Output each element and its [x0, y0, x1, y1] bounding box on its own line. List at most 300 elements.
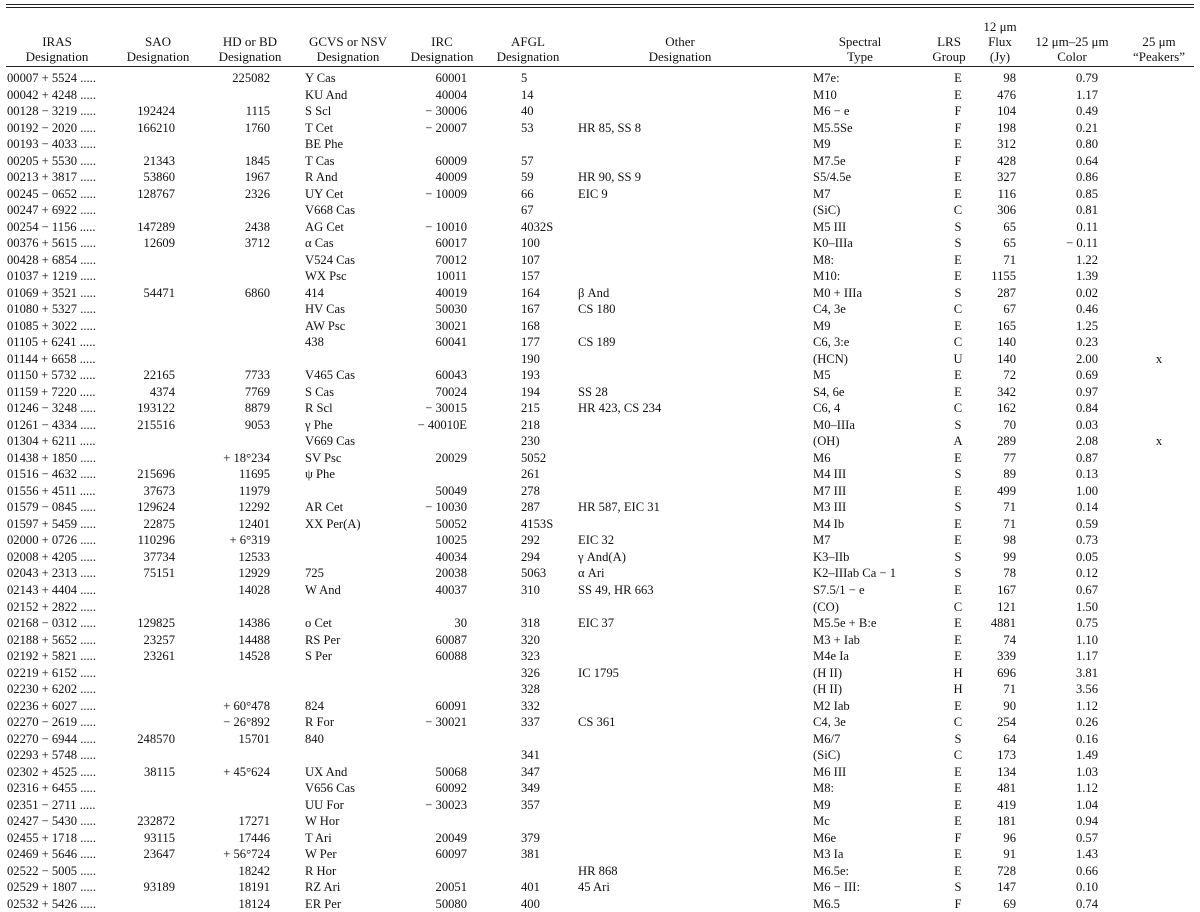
cell-color: 1.49: [1075, 748, 1098, 763]
cell-afgl-designation: 379: [521, 830, 540, 845]
table-row: [0, 219, 1200, 236]
header-afgl: AFGL Designation: [496, 34, 560, 64]
cell-afgl-designation: 328: [521, 682, 540, 697]
cell-gcvs-nsv-designation: W And: [305, 582, 341, 597]
cell-irc-designation: 60091: [435, 698, 467, 713]
cell-color: 1.25: [1075, 318, 1098, 333]
cell-sao-designation: 129825: [137, 616, 175, 631]
cell-irc-designation: 40009: [435, 170, 467, 185]
cell-other-designation: HR 868: [578, 863, 618, 878]
cell-flux: 121: [997, 599, 1016, 614]
cell-hd-bd-designation: 7769: [244, 384, 270, 399]
cell-spectral-type: (CO): [813, 599, 839, 614]
table-row: [0, 896, 1200, 912]
cell-flux: 499: [997, 483, 1016, 498]
table-row: [0, 252, 1200, 269]
table-row: [0, 830, 1200, 847]
cell-irc-designation: 30: [454, 616, 467, 631]
cell-flux: 89: [1003, 467, 1016, 482]
cell-spectral-type: M6: [813, 450, 831, 465]
cell-gcvs-nsv-designation: KU And: [305, 87, 348, 102]
cell-gcvs-nsv-designation: V465 Cas: [305, 368, 356, 383]
cell-color: 0.16: [1075, 731, 1098, 746]
cell-peaker: x: [1155, 351, 1163, 366]
cell-other-designation: CS 361: [578, 715, 616, 730]
cell-flux: 104: [997, 104, 1016, 119]
cell-sao-designation: 193122: [137, 401, 175, 416]
header-gcvs: GCVS or NSV Designation: [308, 34, 387, 64]
cell-hd-bd-designation: 14028: [238, 582, 270, 597]
cell-hd-bd-designation: 2438: [244, 219, 270, 234]
cell-irc-designation: 50068: [435, 764, 467, 779]
cell-spectral-type: M7: [813, 186, 831, 201]
cell-irc-designation: 40019: [435, 285, 467, 300]
cell-iras-designation: 01597 + 5459 .....: [7, 516, 96, 531]
cell-flux: 91: [1003, 847, 1016, 862]
cell-flux: 339: [997, 649, 1016, 664]
cell-gcvs-nsv-designation: T Cet: [305, 120, 334, 135]
cell-gcvs-nsv-designation: T Ari: [305, 830, 332, 845]
cell-iras-designation: 02192 + 5821 .....: [7, 649, 96, 664]
cell-gcvs-nsv-designation: R For: [305, 715, 335, 730]
cell-other-designation: 45 Ari: [578, 880, 610, 895]
cell-gcvs-nsv-designation: RZ Ari: [305, 880, 341, 895]
cell-lrs-group: H: [953, 682, 963, 697]
cell-color: 1.43: [1075, 847, 1098, 862]
cell-spectral-type: M0 + IIIa: [813, 285, 863, 300]
cell-flux: 4881: [990, 616, 1016, 631]
cell-flux: 162: [997, 401, 1016, 416]
cell-sao-designation: 192424: [137, 104, 175, 119]
cell-iras-designation: 02351 − 2711 .....: [7, 797, 96, 812]
cell-afgl-designation: 164: [521, 285, 540, 300]
cell-lrs-group: S: [954, 880, 962, 895]
cell-gcvs-nsv-designation: BE Phe: [305, 137, 344, 152]
cell-lrs-group: E: [954, 764, 962, 779]
cell-color: − 0.11: [1066, 236, 1098, 251]
cell-color: 0.94: [1075, 814, 1098, 829]
cell-spectral-type: M4 III: [813, 467, 847, 482]
cell-iras-designation: 02529 + 1807 .....: [7, 880, 96, 895]
cell-hd-bd-designation: − 26°892: [223, 715, 270, 730]
cell-gcvs-nsv-designation: AW Psc: [305, 318, 346, 333]
cell-sao-designation: 232872: [137, 814, 175, 829]
cell-iras-designation: 00192 − 2020 .....: [7, 120, 96, 135]
cell-iras-designation: 01105 + 6241 .....: [7, 335, 96, 350]
cell-iras-designation: 02316 + 6455 .....: [7, 781, 96, 796]
cell-gcvs-nsv-designation: R Scl: [305, 401, 333, 416]
table-row: [0, 813, 1200, 830]
cell-flux: 77: [1003, 450, 1016, 465]
cell-flux: 71: [1003, 682, 1016, 697]
cell-flux: 96: [1003, 830, 1016, 845]
cell-sao-designation: 23647: [143, 847, 175, 862]
cell-hd-bd-designation: 2326: [244, 186, 270, 201]
cell-color: 1.03: [1075, 764, 1098, 779]
cell-color: 0.67: [1075, 582, 1098, 597]
cell-spectral-type: M6.5e:: [813, 863, 850, 878]
cell-color: 0.69: [1075, 368, 1098, 383]
cell-color: 2.08: [1075, 434, 1098, 449]
cell-color: 0.80: [1075, 137, 1098, 152]
cell-iras-designation: 00193 − 4033 .....: [7, 137, 96, 152]
cell-afgl-designation: 332: [521, 698, 540, 713]
cell-gcvs-nsv-designation: ψ Phe: [305, 467, 335, 482]
cell-flux: 181: [997, 814, 1016, 829]
cell-spectral-type: M5.5e + B:e: [813, 616, 877, 631]
cell-lrs-group: F: [954, 153, 962, 168]
cell-sao-designation: 147289: [137, 219, 175, 234]
cell-lrs-group: E: [954, 649, 962, 664]
cell-afgl-designation: 337: [521, 715, 540, 730]
cell-irc-designation: − 40010E: [417, 417, 467, 432]
cell-spectral-type: M5: [813, 368, 831, 383]
cell-irc-designation: 10025: [435, 533, 467, 548]
cell-flux: 198: [997, 120, 1016, 135]
cell-hd-bd-designation: 12533: [238, 549, 270, 564]
cell-sao-designation: 53860: [143, 170, 175, 185]
cell-afgl-designation: 215: [521, 401, 540, 416]
cell-hd-bd-designation: 8879: [244, 401, 270, 416]
cell-afgl-designation: 40: [521, 104, 534, 119]
table-row: [0, 846, 1200, 863]
cell-spectral-type: M2 Iab: [813, 698, 850, 713]
table-row: [0, 549, 1200, 566]
cell-gcvs-nsv-designation: 824: [305, 698, 324, 713]
cell-afgl-designation: 357: [521, 797, 540, 812]
table-row: [0, 681, 1200, 698]
cell-spectral-type: (H II): [813, 665, 843, 680]
cell-sao-designation: 75151: [143, 566, 175, 581]
cell-other-designation: HR 423, CS 234: [578, 401, 662, 416]
cell-color: 0.13: [1075, 467, 1098, 482]
cell-iras-designation: 01085 + 3022 .....: [7, 318, 96, 333]
cell-flux: 71: [1003, 516, 1016, 531]
cell-color: 0.46: [1075, 302, 1098, 317]
cell-irc-designation: − 10009: [425, 186, 467, 201]
cell-irc-designation: 40004: [435, 87, 467, 102]
cell-iras-designation: 02427 − 5430 .....: [7, 814, 96, 829]
cell-afgl-designation: 287: [521, 500, 540, 515]
table-top-rule: [6, 4, 1194, 5]
cell-iras-designation: 02008 + 4205 .....: [7, 549, 96, 564]
cell-hd-bd-designation: 1967: [244, 170, 270, 185]
cell-lrs-group: E: [954, 781, 962, 796]
cell-color: 1.10: [1075, 632, 1098, 647]
cell-irc-designation: 50080: [435, 896, 467, 911]
cell-iras-designation: 01261 − 4334 .....: [7, 417, 96, 432]
cell-spectral-type: (OH): [813, 434, 840, 449]
cell-afgl-designation: 59: [521, 170, 534, 185]
cell-gcvs-nsv-designation: HV Cas: [305, 302, 346, 317]
cell-iras-designation: 00128 − 3219 .....: [7, 104, 96, 119]
cell-afgl-designation: 400: [521, 896, 540, 911]
cell-iras-designation: 02469 + 5646 .....: [7, 847, 96, 862]
cell-spectral-type: M6 − III:: [813, 880, 860, 895]
cell-gcvs-nsv-designation: UU For: [305, 797, 344, 812]
table-row: [0, 879, 1200, 896]
table-row: [0, 153, 1200, 170]
cell-iras-designation: 00376 + 5615 .....: [7, 236, 96, 251]
cell-lrs-group: C: [953, 203, 963, 218]
cell-gcvs-nsv-designation: S Cas: [305, 384, 335, 399]
table-row: [0, 665, 1200, 682]
cell-lrs-group: A: [953, 434, 963, 449]
cell-spectral-type: M9: [813, 318, 831, 333]
cell-irc-designation: 50049: [435, 483, 467, 498]
cell-gcvs-nsv-designation: AG Cet: [305, 219, 344, 234]
cell-lrs-group: E: [954, 483, 962, 498]
cell-iras-designation: 00247 + 6922 .....: [7, 203, 96, 218]
table-row: [0, 516, 1200, 533]
cell-sao-designation: 248570: [137, 731, 175, 746]
table-row: [0, 565, 1200, 582]
cell-color: 1.39: [1075, 269, 1098, 284]
cell-lrs-group: S: [954, 500, 962, 515]
cell-iras-designation: 01246 − 3248 .....: [7, 401, 96, 416]
cell-iras-designation: 02219 + 6152 .....: [7, 665, 96, 680]
cell-gcvs-nsv-designation: SV Psc: [305, 450, 342, 465]
cell-flux: 173: [997, 748, 1016, 763]
cell-afgl-designation: 326: [521, 665, 540, 680]
table-row: [0, 367, 1200, 384]
cell-spectral-type: C4, 3e: [813, 302, 846, 317]
cell-iras-designation: 02000 + 0726 .....: [7, 533, 96, 548]
cell-flux: 287: [997, 285, 1016, 300]
cell-spectral-type: M3 Ia: [813, 847, 844, 862]
cell-sao-designation: 22875: [143, 516, 175, 531]
cell-lrs-group: S: [954, 236, 962, 251]
cell-hd-bd-designation: 12292: [238, 500, 270, 515]
cell-iras-designation: 02143 + 4404 .....: [7, 582, 96, 597]
cell-afgl-designation: 4153S: [521, 516, 554, 531]
cell-hd-bd-designation: 6860: [244, 285, 270, 300]
cell-lrs-group: E: [954, 698, 962, 713]
cell-iras-designation: 01304 + 6211 .....: [7, 434, 96, 449]
cell-afgl-designation: 320: [521, 632, 540, 647]
cell-iras-designation: 02532 + 5426 .....: [7, 896, 96, 911]
cell-iras-designation: 02188 + 5652 .....: [7, 632, 96, 647]
cell-lrs-group: C: [953, 748, 963, 763]
cell-afgl-designation: 5052: [521, 450, 547, 465]
cell-iras-designation: 02522 − 5005 .....: [7, 863, 96, 878]
cell-color: 0.86: [1075, 170, 1098, 185]
cell-gcvs-nsv-designation: RS Per: [305, 632, 341, 647]
cell-gcvs-nsv-designation: 438: [305, 335, 324, 350]
cell-flux: 64: [1003, 731, 1016, 746]
cell-gcvs-nsv-designation: UX And: [305, 764, 348, 779]
cell-hd-bd-designation: 15701: [238, 731, 270, 746]
cell-irc-designation: − 30023: [425, 797, 467, 812]
cell-lrs-group: E: [954, 582, 962, 597]
table-row: [0, 351, 1200, 368]
table-row: [0, 863, 1200, 880]
cell-color: 1.50: [1075, 599, 1098, 614]
cell-spectral-type: M7.5e: [813, 153, 846, 168]
table-row: [0, 615, 1200, 632]
cell-spectral-type: M10: [813, 87, 837, 102]
cell-afgl-designation: 100: [521, 236, 540, 251]
cell-iras-designation: 02302 + 4525 .....: [7, 764, 96, 779]
cell-lrs-group: E: [954, 87, 962, 102]
cell-color: 2.00: [1075, 351, 1098, 366]
cell-spectral-type: (H II): [813, 682, 843, 697]
cell-afgl-designation: 278: [521, 483, 540, 498]
table-row: [0, 648, 1200, 665]
cell-other-designation: β And: [578, 285, 610, 300]
header-lrs-group: LRS Group: [932, 34, 966, 64]
cell-irc-designation: 60087: [435, 632, 467, 647]
cell-lrs-group: S: [954, 467, 962, 482]
cell-iras-designation: 00007 + 5524 .....: [7, 71, 96, 85]
cell-color: 1.17: [1075, 649, 1098, 664]
cell-color: 0.23: [1075, 335, 1098, 350]
cell-flux: 74: [1003, 632, 1016, 647]
cell-flux: 167: [997, 582, 1016, 597]
cell-gcvs-nsv-designation: 840: [305, 731, 324, 746]
cell-sao-designation: 23261: [143, 649, 175, 664]
table-row: [0, 780, 1200, 797]
cell-spectral-type: M6.5: [813, 896, 840, 911]
cell-lrs-group: S: [954, 549, 962, 564]
cell-lrs-group: F: [954, 830, 962, 845]
cell-spectral-type: M9: [813, 797, 831, 812]
cell-spectral-type: M3 + Iab: [813, 632, 860, 647]
cell-lrs-group: S: [954, 417, 962, 432]
cell-gcvs-nsv-designation: AR Cet: [305, 500, 344, 515]
cell-lrs-group: C: [953, 401, 963, 416]
cell-flux: 306: [997, 203, 1016, 218]
cell-irc-designation: 70012: [435, 252, 467, 267]
header-other: Other Designation: [648, 34, 712, 64]
cell-hd-bd-designation: 14528: [238, 649, 270, 664]
cell-afgl-designation: 5: [521, 71, 528, 85]
cell-lrs-group: C: [953, 715, 963, 730]
cell-lrs-group: E: [954, 616, 962, 631]
table-row: [0, 797, 1200, 814]
cell-color: 3.56: [1075, 682, 1098, 697]
cell-spectral-type: M6/7: [813, 731, 841, 746]
cell-iras-designation: 02152 + 2822 .....: [7, 599, 96, 614]
cell-color: 1.04: [1075, 797, 1098, 812]
cell-irc-designation: 60097: [435, 847, 467, 862]
table-row: [0, 285, 1200, 302]
cell-other-designation: α Ari: [578, 566, 605, 581]
cell-lrs-group: C: [953, 335, 963, 350]
cell-spectral-type: M0–IIIa: [813, 417, 855, 432]
cell-iras-designation: 00213 + 3817 .....: [7, 170, 96, 185]
cell-color: 0.12: [1075, 566, 1098, 581]
cell-irc-designation: 40037: [435, 582, 467, 597]
table-row: [0, 400, 1200, 417]
table-row: [0, 70, 1200, 87]
table-row: [0, 235, 1200, 252]
cell-sao-designation: 93115: [143, 830, 175, 845]
table-row: [0, 433, 1200, 450]
cell-irc-designation: 30021: [435, 318, 467, 333]
cell-sao-designation: 110296: [137, 533, 175, 548]
cell-gcvs-nsv-designation: T Cas: [305, 153, 335, 168]
cell-flux: 327: [997, 170, 1016, 185]
cell-flux: 1155: [991, 269, 1016, 284]
cell-sao-designation: 166210: [137, 120, 175, 135]
cell-iras-designation: 01144 + 6658 .....: [7, 351, 96, 366]
cell-peaker: x: [1155, 434, 1163, 449]
cell-iras-designation: 02270 − 2619 .....: [7, 715, 96, 730]
cell-afgl-designation: 67: [521, 203, 534, 218]
table-row: [0, 483, 1200, 500]
cell-irc-designation: 60009: [435, 153, 467, 168]
cell-flux: 72: [1003, 368, 1016, 383]
cell-other-designation: EIC 37: [578, 616, 615, 631]
table-row: [0, 499, 1200, 516]
cell-flux: 476: [997, 87, 1016, 102]
cell-flux: 140: [997, 335, 1016, 350]
cell-afgl-designation: 349: [521, 781, 540, 796]
cell-lrs-group: E: [954, 252, 962, 267]
table-row: [0, 714, 1200, 731]
cell-afgl-designation: 292: [521, 533, 540, 548]
cell-irc-designation: 20038: [435, 566, 467, 581]
table-row: [0, 87, 1200, 104]
cell-hd-bd-designation: 18242: [238, 863, 270, 878]
cell-other-designation: SS 49, HR 663: [578, 582, 654, 597]
cell-lrs-group: H: [953, 665, 963, 680]
cell-hd-bd-designation: 18124: [238, 896, 270, 911]
cell-color: 3.81: [1075, 665, 1098, 680]
cell-spectral-type: M10:: [813, 269, 841, 284]
cell-spectral-type: S7.5/1 − e: [813, 582, 865, 597]
table-header-rule: [6, 66, 1194, 67]
cell-gcvs-nsv-designation: α Cas: [305, 236, 334, 251]
cell-spectral-type: Mc: [813, 814, 830, 829]
cell-iras-designation: 02230 + 6202 .....: [7, 682, 96, 697]
cell-spectral-type: C6, 3:e: [813, 335, 850, 350]
cell-flux: 99: [1003, 549, 1016, 564]
cell-afgl-designation: 261: [521, 467, 540, 482]
cell-afgl-designation: 4032S: [521, 219, 554, 234]
cell-lrs-group: F: [954, 120, 962, 135]
cell-color: 0.84: [1075, 401, 1098, 416]
cell-irc-designation: 20049: [435, 830, 467, 845]
cell-flux: 342: [997, 384, 1016, 399]
cell-flux: 70: [1003, 417, 1016, 432]
cell-spectral-type: S4, 6e: [813, 384, 845, 399]
cell-gcvs-nsv-designation: W Hor: [305, 814, 340, 829]
cell-spectral-type: (SiC): [813, 748, 841, 763]
table-row: [0, 731, 1200, 748]
cell-iras-designation: 02236 + 6027 .....: [7, 698, 96, 713]
cell-spectral-type: M4 Ib: [813, 516, 845, 531]
cell-spectral-type: (SiC): [813, 203, 841, 218]
cell-gcvs-nsv-designation: γ Phe: [305, 417, 333, 432]
table-top-rule-inner: [6, 7, 1194, 8]
cell-color: 0.21: [1075, 120, 1098, 135]
cell-afgl-designation: 107: [521, 252, 540, 267]
cell-gcvs-nsv-designation: V669 Cas: [305, 434, 356, 449]
cell-flux: 134: [997, 764, 1016, 779]
cell-hd-bd-designation: + 6°319: [229, 533, 270, 548]
cell-irc-designation: 20029: [435, 450, 467, 465]
cell-hd-bd-designation: 11979: [238, 483, 270, 498]
cell-hd-bd-designation: 3712: [244, 236, 270, 251]
cell-hd-bd-designation: + 45°624: [223, 764, 270, 779]
cell-color: 0.87: [1075, 450, 1098, 465]
cell-sao-designation: 129624: [137, 500, 175, 515]
table-row: [0, 202, 1200, 219]
cell-flux: 78: [1003, 566, 1016, 581]
header-sao: SAO Designation: [126, 34, 190, 64]
